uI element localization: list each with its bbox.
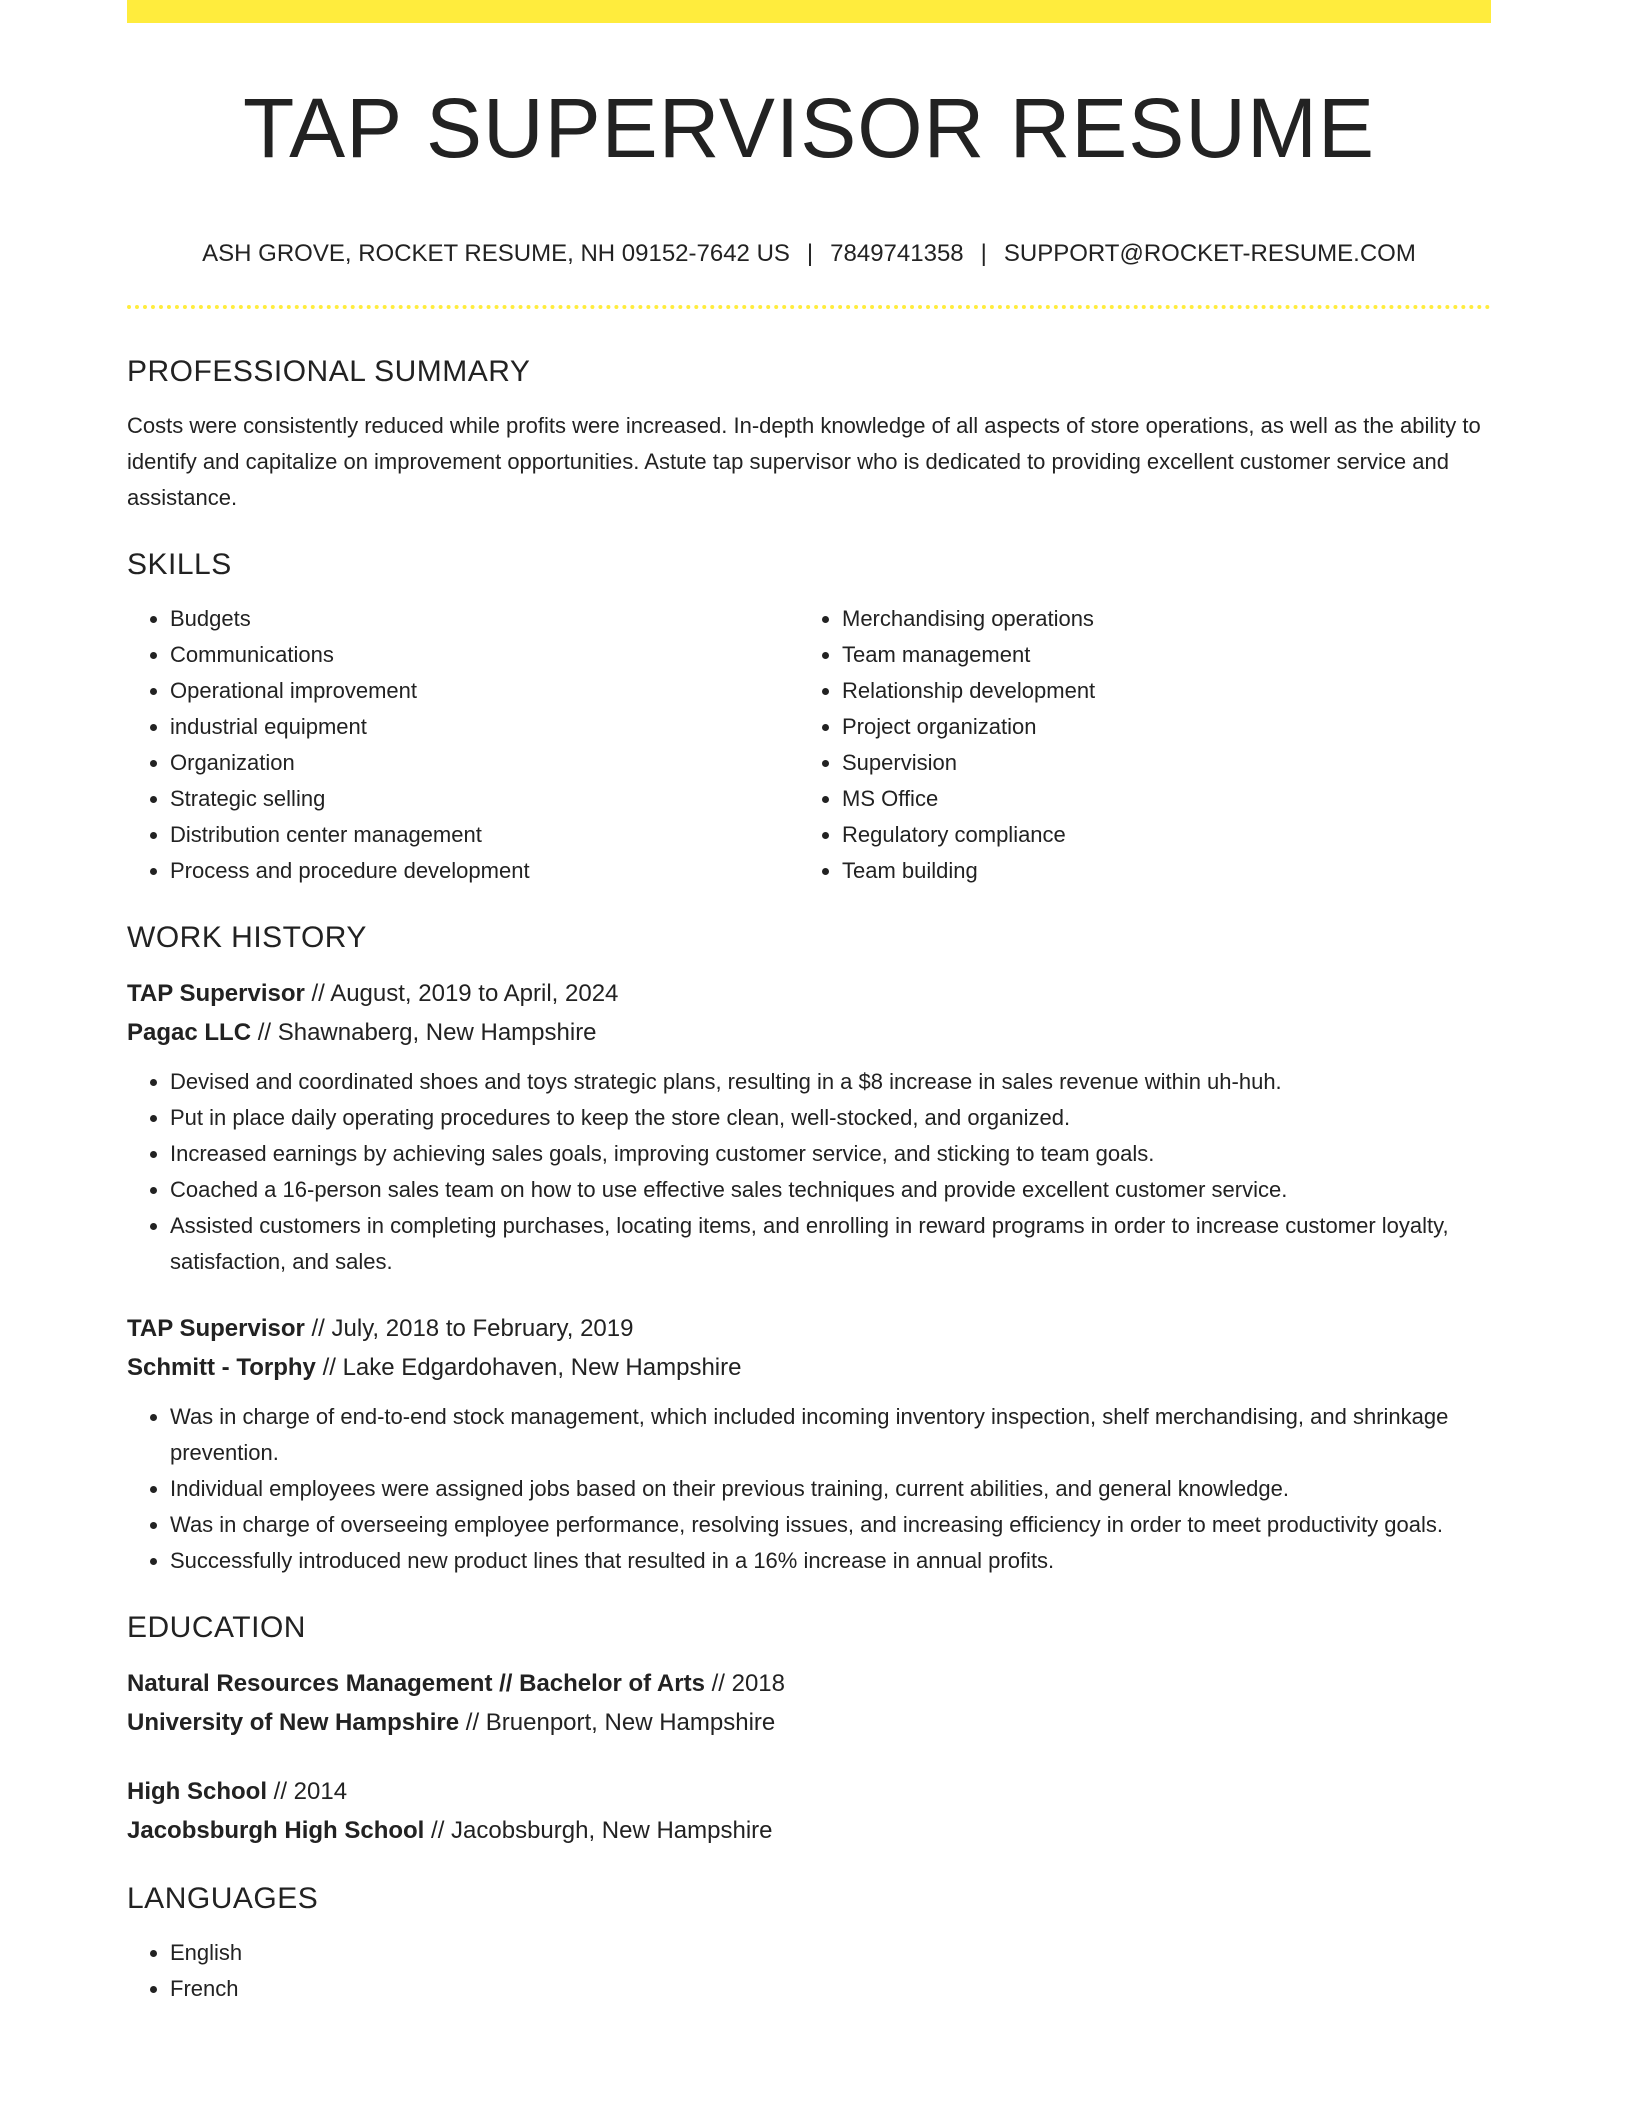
skill-item: • MS Office bbox=[842, 781, 1471, 817]
skills-heading: SKILLS bbox=[127, 548, 232, 581]
job-company: Schmitt - Torphy bbox=[127, 1354, 316, 1381]
language-item: • French bbox=[170, 1971, 1491, 2007]
education-location: // Bruenport, New Hampshire bbox=[465, 1709, 776, 1736]
job-title-line bbox=[127, 974, 1491, 1013]
skill-item: • Process and procedure development bbox=[170, 853, 799, 889]
education-degree-line bbox=[127, 1664, 1491, 1703]
languages-section bbox=[127, 1877, 1491, 2007]
skill-item: • Operational improvement bbox=[170, 673, 799, 709]
job-dates: // July, 2018 to February, 2019 bbox=[311, 1315, 634, 1342]
job-location: // Shawnaberg, New Hampshire bbox=[257, 1019, 597, 1046]
education-heading: EDUCATION bbox=[127, 1611, 306, 1644]
resume-title: TAP SUPERVISOR RESUME bbox=[243, 81, 1375, 175]
job-bullet: • Devised and coordinated shoes and toys strategic plans, resulting in a $8 increase in sales revenue within uh-huh. bbox=[170, 1064, 1491, 1100]
contact-line bbox=[127, 234, 1491, 274]
job-title-line bbox=[127, 1309, 1491, 1348]
job-dates: // August, 2019 to April, 2024 bbox=[311, 980, 619, 1007]
summary-text: Costs were consistently reduced while profits were increased. In-depth knowledge of all aspects of store operations, as well as the ability to identify and capitalize on improvement opportunities. Astute tap supervisor who is dedicated to providing excellent customer service and assistance. bbox=[127, 413, 1481, 510]
languages-heading: LANGUAGES bbox=[127, 1882, 319, 1915]
accent-top-bar bbox=[127, 0, 1491, 23]
job-bullet: • Increased earnings by achieving sales goals, improving customer service, and sticking to team goals. bbox=[170, 1136, 1491, 1172]
contact-separator: | bbox=[806, 240, 814, 267]
summary-heading: PROFESSIONAL SUMMARY bbox=[127, 355, 531, 388]
skill-item: • Distribution center management bbox=[170, 817, 799, 853]
education-degree: High School bbox=[127, 1778, 267, 1805]
skill-item: • Team building bbox=[842, 853, 1471, 889]
education-year: // 2014 bbox=[273, 1778, 348, 1805]
skill-item: • Strategic selling bbox=[170, 781, 799, 817]
skill-item: • Budgets bbox=[170, 601, 799, 637]
skill-item: • Communications bbox=[170, 637, 799, 673]
dotted-divider bbox=[127, 305, 1491, 309]
education-location: // Jacobsburgh, New Hampshire bbox=[431, 1817, 773, 1844]
job-company-line bbox=[127, 1013, 1491, 1052]
job-entry bbox=[127, 1309, 1491, 1579]
education-degree-line bbox=[127, 1772, 1491, 1811]
language-item: • English bbox=[170, 1935, 1491, 1971]
skills-column-left bbox=[127, 601, 799, 889]
skill-item: • Organization bbox=[170, 745, 799, 781]
education-school: University of New Hampshire bbox=[127, 1709, 460, 1736]
skills-section bbox=[127, 543, 1491, 889]
education-degree: Natural Resources Management // Bachelor of Arts bbox=[127, 1670, 705, 1697]
job-bullet: • Coached a 16-person sales team on how to use effective sales techniques and provide excellent customer service. bbox=[170, 1172, 1491, 1208]
education-school: Jacobsburgh High School bbox=[127, 1817, 425, 1844]
education-school-line bbox=[127, 1811, 1491, 1850]
job-title: TAP Supervisor bbox=[127, 1315, 305, 1342]
job-bullet: • Was in charge of overseeing employee performance, resolving issues, and increasing efficiency in order to meet productivity goals. bbox=[170, 1507, 1491, 1543]
skill-item: • Regulatory compliance bbox=[842, 817, 1471, 853]
resume-content bbox=[127, 350, 1491, 2007]
education-entry bbox=[127, 1772, 1491, 1850]
contact-separator: | bbox=[980, 240, 987, 267]
job-bullet: • Individual employees were assigned jobs based on their previous training, current abilities, and general knowledge. bbox=[170, 1471, 1491, 1507]
skills-columns bbox=[127, 601, 1491, 889]
job-title: TAP Supervisor bbox=[127, 980, 305, 1007]
contact-phone: 7849741358 bbox=[830, 240, 964, 267]
contact-email: SUPPORT@ROCKET-RESUME.COM bbox=[1003, 240, 1416, 267]
skill-item: • Supervision bbox=[842, 745, 1471, 781]
work-history-section bbox=[127, 916, 1491, 1579]
skill-item: • Relationship development bbox=[842, 673, 1471, 709]
education-school-line bbox=[127, 1703, 1491, 1742]
education-section bbox=[127, 1606, 1491, 1850]
job-bullets bbox=[127, 1399, 1491, 1579]
job-bullet: • Successfully introduced new product lines that resulted in a 16% increase in annual profits. bbox=[170, 1543, 1491, 1579]
skills-column-right bbox=[799, 601, 1471, 889]
job-bullets bbox=[127, 1064, 1491, 1280]
education-year: // 2018 bbox=[711, 1670, 786, 1697]
job-bullet: • Assisted customers in completing purchases, locating items, and enrolling in reward programs in order to increase customer loyalty, satisfaction, and sales. bbox=[170, 1208, 1491, 1280]
skill-item: • Team management bbox=[842, 637, 1471, 673]
job-bullet: • Put in place daily operating procedures to keep the store clean, well-stocked, and organized. bbox=[170, 1100, 1491, 1136]
skill-item: • industrial equipment bbox=[170, 709, 799, 745]
skill-item: • Merchandising operations bbox=[842, 601, 1471, 637]
job-company: Pagac LLC bbox=[127, 1019, 252, 1046]
summary-section bbox=[127, 350, 1491, 516]
work-history-heading: WORK HISTORY bbox=[127, 921, 367, 954]
contact-address: ASH GROVE, ROCKET RESUME, NH 09152-7642 US bbox=[202, 240, 790, 267]
languages-list bbox=[127, 1935, 1491, 2007]
job-bullet: • Was in charge of end-to-end stock management, which included incoming inventory inspection, shelf merchandising, and shrinkage prevention. bbox=[170, 1399, 1491, 1471]
education-entry bbox=[127, 1664, 1491, 1742]
job-location: // Lake Edgardohaven, New Hampshire bbox=[322, 1354, 742, 1381]
job-company-line bbox=[127, 1348, 1491, 1387]
skill-item: • Project organization bbox=[842, 709, 1471, 745]
job-entry bbox=[127, 974, 1491, 1280]
